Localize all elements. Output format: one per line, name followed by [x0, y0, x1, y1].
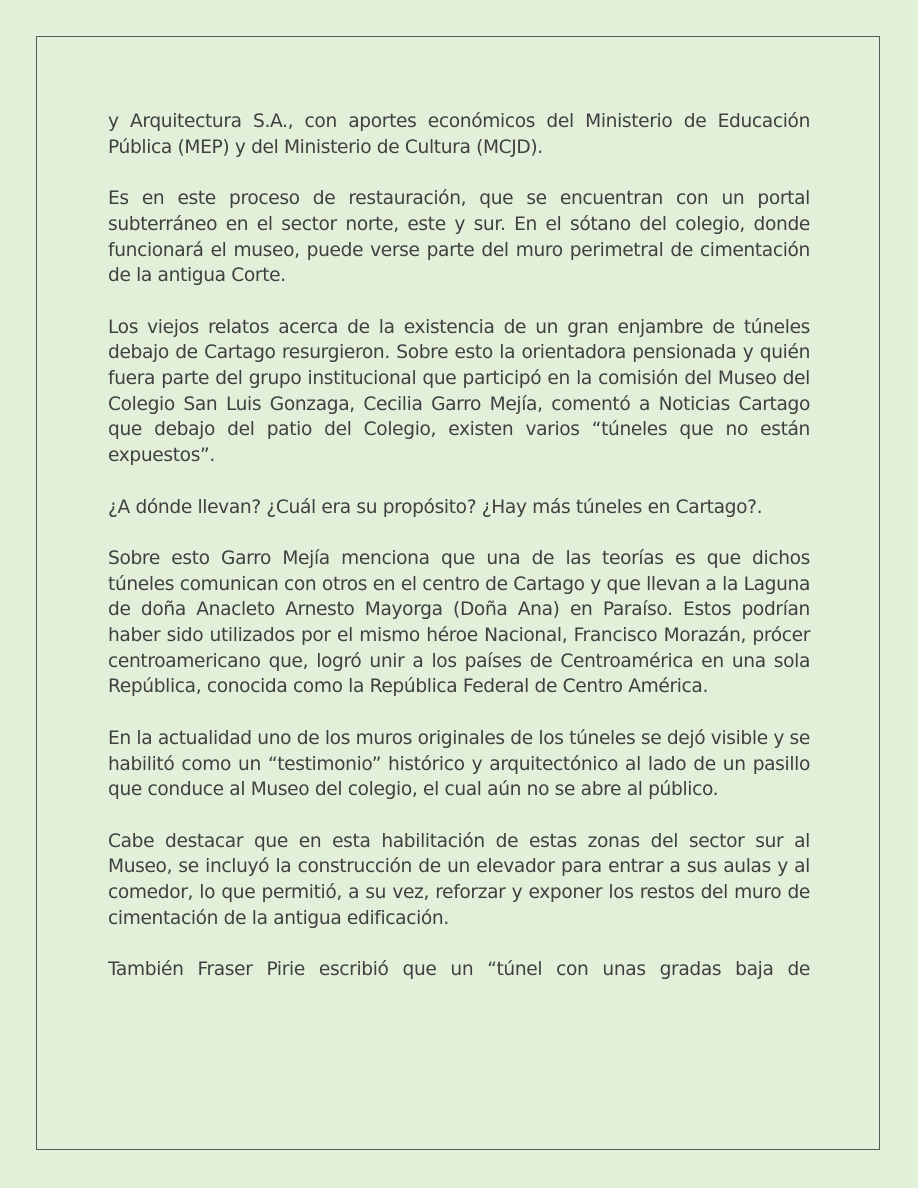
- paragraph-6: En la actualidad uno de los muros originales de los túneles se dejó visible y se habilitó como un “testimonio” histórico y arquitectónico al lado de un pasillo que conduce al Museo del colegio, el cual aún no se abre al público.: [108, 727, 810, 801]
- paragraph-7: Cabe destacar que en esta habilitación de estas zonas del sector sur al Museo, se incluyó la construcción de un elevador para entrar a sus aulas y al comedor, lo que permitió, a su vez, reforzar y exponer los restos del muro de cimentación de la antigua edificación.: [108, 830, 810, 929]
- paragraph-4: ¿A dónde llevan? ¿Cuál era su propósito? ¿Hay más túneles en Cartago?.: [108, 496, 763, 518]
- paragraph-5: Sobre esto Garro Mejía menciona que una de las teorías es que dichos túneles comunican con otros en el centro de Cartago y que llevan a la Laguna de doña Anacleto Arnesto Mayorga (Doña Ana) en Paraíso. Estos podrían haber sido utilizados por el mismo héroe Nacional, Francisco Morazán, prócer centroamericano que, logró unir a los países de Centroamérica en una sola República, conocida como la República Federal de Centro América.: [108, 547, 810, 698]
- paragraph-2: Es en este proceso de restauración, que se encuentran con un portal subterráneo en el sector norte, este y sur. En el sótano del colegio, donde funcionará el museo, puede verse parte del muro perimetral de cimentación de la antigua Corte.: [108, 188, 810, 287]
- paragraph-3: Los viejos relatos acerca de la existencia de un gran enjambre de túneles debajo de Cartago resurgieron. Sobre esto la orientadora pensionada y quién fuera parte del grupo institucional que participó en la comisión del Museo del Colegio San Luis Gonzaga, Cecilia Garro Mejía, comentó a Noticias Cartago que debajo del patio del Colegio, existen varios “túneles que no están expuestos”.: [108, 316, 810, 467]
- document-body: [108, 109, 810, 1008]
- paragraph-1: y Arquitectura S.A., con aportes económicos del Ministerio de Educación Pública (MEP) y del Ministerio de Cultura (MCJD).: [108, 111, 810, 158]
- paragraph-8: También Fraser Pirie escribió que un “túnel con unas gradas baja de: [108, 959, 810, 981]
